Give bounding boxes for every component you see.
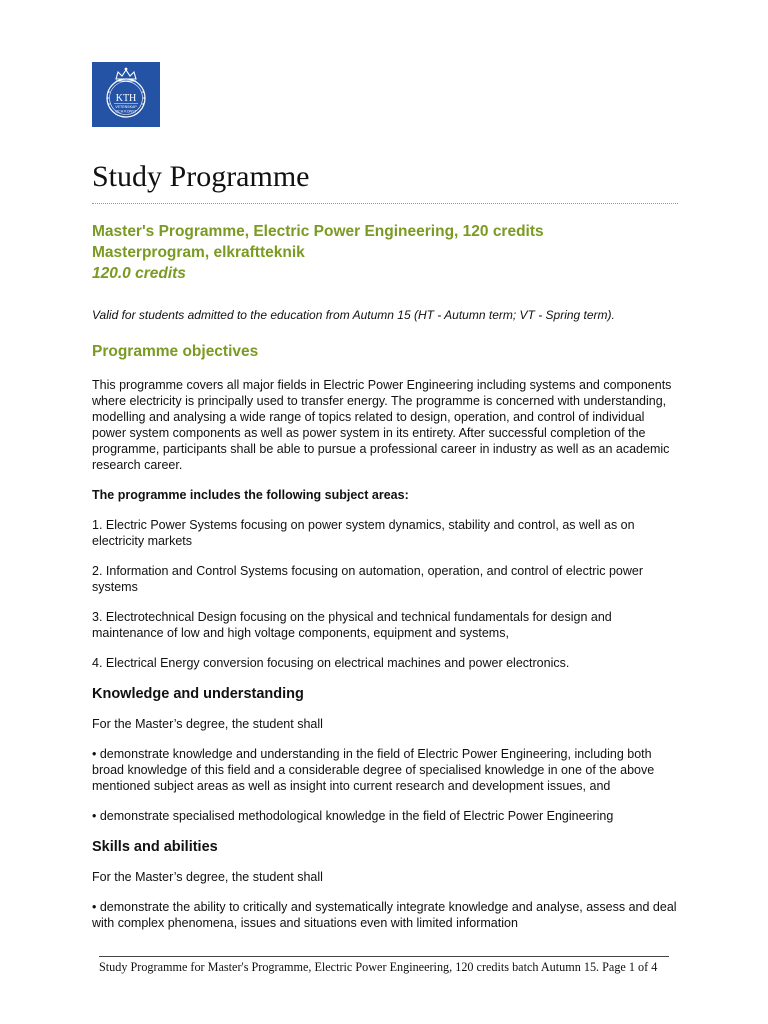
document-page [92, 62, 678, 931]
subject-area-item: 1. Electric Power Systems focusing on power system dynamics, stability and control, as well as on electricity markets [92, 518, 635, 548]
page-footer: Study Programme for Master's Programme, Electric Power Engineering, 120 credits batch Autumn 15. Page 1 of 4 [99, 956, 669, 974]
subject-area-item: 2. Information and Control Systems focusing on automation, operation, and control of electric power systems [92, 564, 643, 594]
kth-logo [92, 62, 160, 127]
logo-subtext-1: VETENSKAP [115, 105, 137, 109]
kth-crest-icon [92, 62, 160, 127]
skills-intro: For the Master’s degree, the student shall [92, 870, 323, 884]
subject-area-item: 3. Electrotechnical Design focusing on the physical and technical fundamentals for design and maintenance of low and high voltage components, equipment and systems, [92, 610, 612, 640]
logo-text: KTH [115, 93, 137, 104]
logo-subtext-2: OCH KONST [115, 109, 137, 114]
knowledge-item: • demonstrate knowledge and understanding in the field of Electric Power Engineering, including both broad knowledge of this field and a considerable degree of specialised knowledge in one of the above mentioned subject areas as well as insight into current research and development issues, and [92, 747, 655, 793]
objectives-heading: Programme objectives [92, 343, 259, 360]
knowledge-item: • demonstrate specialised methodological knowledge in the field of Electric Power Engineering [92, 809, 614, 823]
knowledge-intro: For the Master’s degree, the student shall [92, 717, 323, 731]
subject-areas-title: The programme includes the following subject areas: [92, 488, 409, 502]
skills-item: • demonstrate the ability to critically and systematically integrate knowledge and analyse, assess and deal with complex phenomena, issues and situations even with limited information [92, 900, 677, 930]
objectives-intro: This programme covers all major fields in Electric Power Engineering including systems and components where electricity is principally used to transfer energy. The programme is concerned with understanding, modelling and analysing a wide range of topics related to design, operation, and control of individual power system components as well as power system in its entirety. After successful completion of the programme, participants shall be able to pursue a professional career in industry as well as an academic research career. [92, 378, 672, 472]
programme-credits: 120.0 credits [92, 265, 186, 282]
programme-name-en: Master's Programme, Electric Power Engineering, 120 credits [92, 223, 544, 240]
programme-name-sv: Masterprogram, elkraftteknik [92, 244, 305, 261]
skills-heading: Skills and abilities [92, 839, 218, 855]
knowledge-heading: Knowledge and understanding [92, 686, 304, 702]
validity-note: Valid for students admitted to the education from Autumn 15 (HT - Autumn term; VT - Spring term). [92, 308, 615, 322]
page-title: Study Programme [92, 157, 678, 204]
subject-area-item: 4. Electrical Energy conversion focusing on electrical machines and power electronics. [92, 656, 570, 670]
